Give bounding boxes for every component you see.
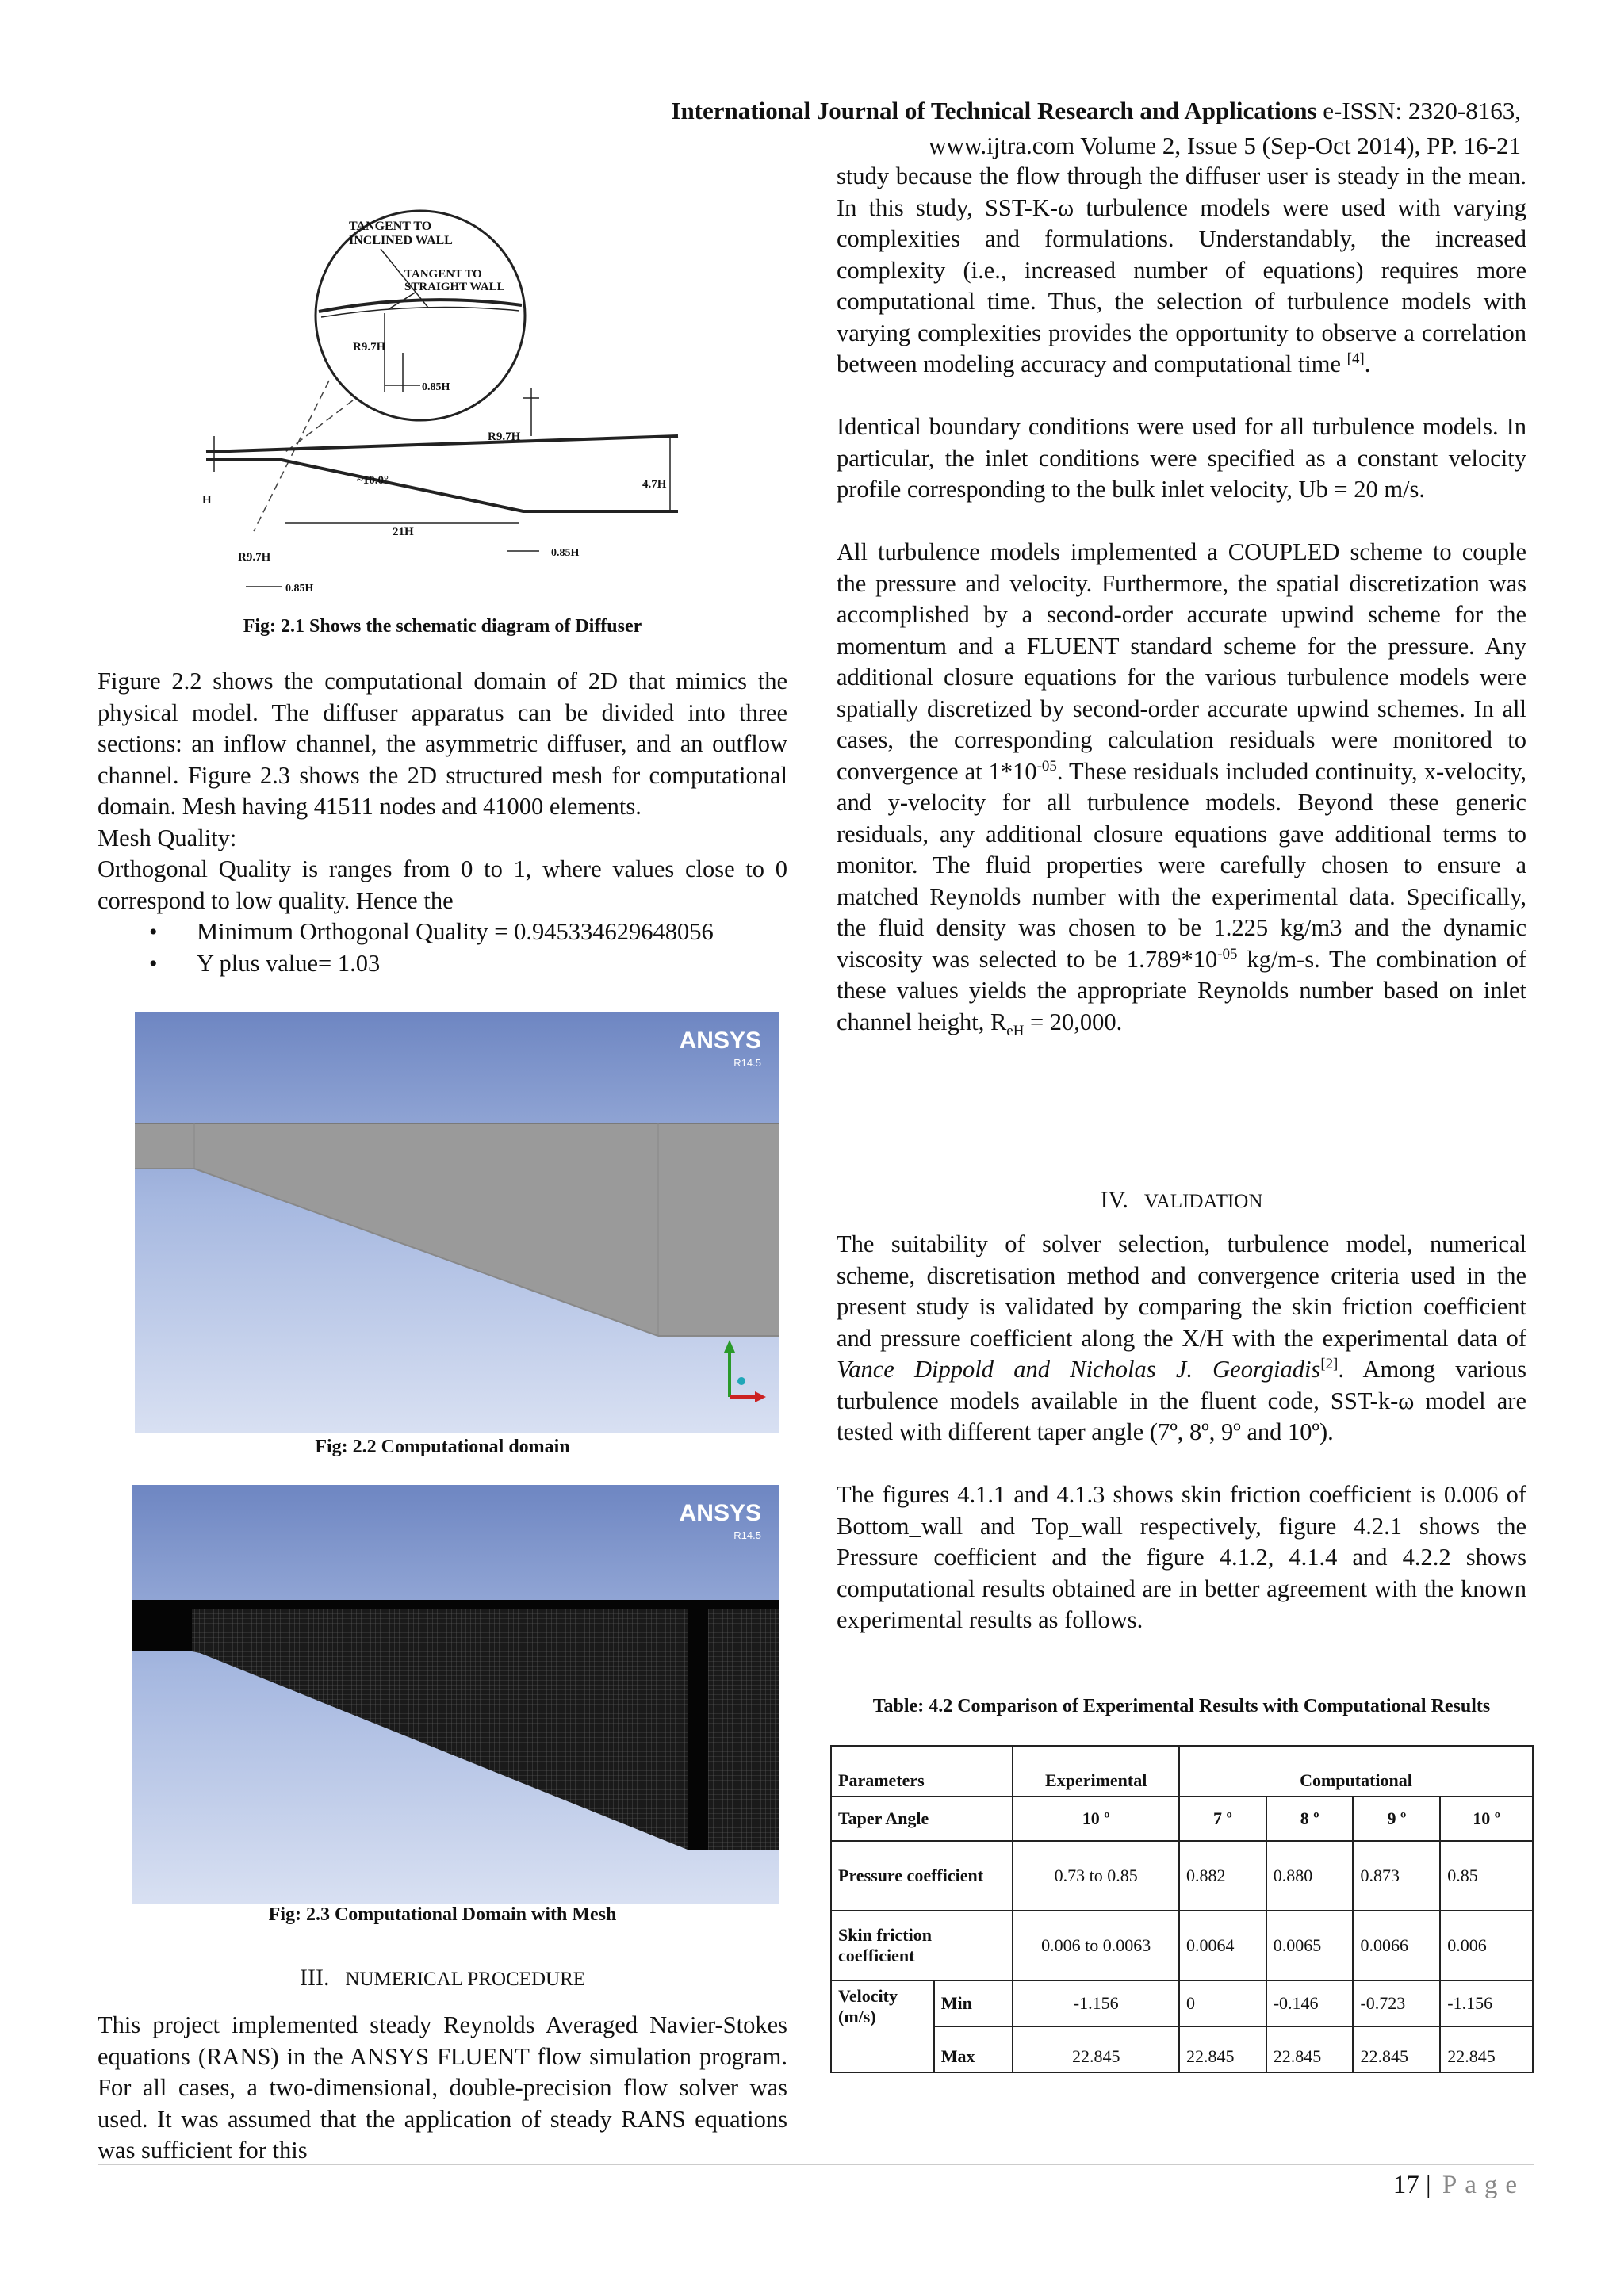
ansys-logo-text: ANSYS [679,1027,761,1054]
table-row [831,2026,1533,2072]
max-10: 22.845 [1440,2026,1533,2072]
mesh-bullets [98,916,787,979]
ansys-logo-text-2: ANSYS [679,1500,761,1526]
right-para-3-b: . These residuals included continuity, x-velocity, and y-velocity for all turbulence models. Beyond these generic residuals, any additional closure equations gave additional terms to monitor. The fluid properties were carefully chosen to ensure a matched Reynolds number with the experimental data. Specifically, the fluid density was chosen to be 1.225 kg/m3 and the dynamic viscosity was selected to be 1.789*10 [837,757,1526,973]
skin-7: 0.0064 [1179,1911,1266,1980]
fig22-caption: Fig: 2.2 Computational domain [315,1437,570,1457]
max-exp: 22.845 [1013,2026,1179,2072]
right-column [837,161,1526,1038]
label-tangent-inclined-1: TANGENT TO [349,220,432,233]
taper-10: 10 º [1440,1797,1533,1841]
ansys-logo-2 [680,1502,761,1547]
section-3-heading [98,1965,787,1992]
ansys-version: R14.5 [733,1057,761,1069]
min-exp: -1.156 [1013,1980,1179,2026]
skin-9: 0.0066 [1353,1911,1440,1980]
min-9: -0.723 [1353,1980,1440,2026]
mesh-shape [132,1485,779,1904]
label-085h-detail: 0.85H [422,381,450,393]
left-para-2: Orthogonal Quality is ranges from 0 to 1, where values close to 0 correspond to low quality. Hence the [98,855,787,914]
fig23-caption: Fig: 2.3 Computational Domain with Mesh [268,1904,617,1925]
taper-8: 8 º [1266,1797,1354,1841]
label-tangent-inclined-2: INCLINED WALL [349,234,453,247]
computational-domain-image [135,1012,779,1433]
pressure-8: 0.880 [1266,1841,1354,1911]
label-angle: ~10.0° [357,474,389,487]
max-8: 22.845 [1266,2026,1354,2072]
table-caption: Table: 4.2 Comparison of Experimental Results with Computational Results [872,1696,1491,1716]
taper-9: 9 º [1353,1797,1440,1841]
min-label: Min [934,1980,1013,2026]
footer-divider [98,2164,1534,2165]
label-47h: 4.7H [642,478,667,491]
page-number: 17 [1392,2171,1419,2199]
right-para-3-d: = 20,000. [1024,1008,1123,1035]
exponent-1: -05 [1036,757,1057,775]
diffuser-schematic [190,198,706,603]
skin-friction-label: Skin friction coefficient [831,1911,1013,1980]
ref-4: [4] [1346,350,1365,367]
computational-mesh-image [132,1485,779,1904]
left-column-lower [98,2010,787,2167]
min-8: -0.146 [1266,1980,1354,2026]
table-row [831,1911,1533,1980]
ansys-version-2: R14.5 [733,1529,761,1541]
header-computational: Computational [1179,1746,1533,1797]
header-parameters: Parameters [831,1746,1013,1797]
bullet-orthogonal: • Minimum Orthogonal Quality = 0.945334629648056 [197,916,787,948]
velocity-label: Velocity (m/s) [831,1980,934,2072]
section-4-heading [837,1187,1526,1214]
label-tangent-straight-1: TANGENT TO [404,268,482,281]
journal-title: International Journal of Technical Research and Applications [671,97,1317,124]
right-para-4-a: The suitability of solver selection, turbulence model, numerical scheme, discretisation method and convergence criteria used in the present study is validated by comparing the skin friction coefficient and pressure coefficient along the X/H with the experimental data of [837,1230,1526,1352]
taper-angle-label: Taper Angle [831,1797,1013,1841]
pressure-7: 0.882 [1179,1841,1266,1911]
table-row [831,1841,1533,1911]
page-word: Page [1442,2171,1525,2199]
label-r97h-top: R9.7H [488,430,521,443]
left-column-upper [98,666,787,979]
page-separator: | [1425,2171,1431,2199]
right-para-4-b: . Among various turbulence models available in the fluent code, SST-k-ω model are tested with different taper angle (7º, 8º, 9º and 10º). [837,1356,1526,1445]
mesh-quality-label: Mesh Quality: [98,824,237,851]
table-row [831,1980,1533,2026]
max-label: Max [934,2026,1013,2072]
right-para-1-text: study because the flow through the diffuser user is steady in the mean. In this study, SST-K-ω turbulence models were used with varying complexities and formulations. Understandably, the increased complexity (i.e., increased number of equations) requires more computational time. Thus, the selection of turbulence models with varying complexities provides the opportunity to observe a correlation between modeling accuracy and computational time [837,163,1526,377]
max-7: 22.845 [1179,2026,1266,2072]
table-row [831,1797,1533,1841]
pressure-9: 0.873 [1353,1841,1440,1911]
section-3-number: III. [299,1965,330,1991]
section-4-title: VALIDATION [1143,1191,1263,1212]
left-para-3: This project implemented steady Reynolds Averaged Navier-Stokes equations (RANS) in the ANSYS FLUENT flow simulation program. For all cases, a two-dimensional, double-precision flow solver was used. It was assumed that the application of steady RANS equations was sufficient for this [98,2011,787,2164]
right-para-4 [837,1229,1526,1448]
label-085h-bottom: 0.85H [285,583,314,595]
pressure-exp: 0.73 to 0.85 [1013,1841,1179,1911]
label-r97h-bottom: R9.7H [238,551,271,564]
pressure-label: Pressure coefficient [831,1841,1013,1911]
min-7: 0 [1179,1980,1266,2026]
fig21-caption: Fig: 2.1 Shows the schematic diagram of Diffuser [243,616,642,637]
right-para-3-c: kg/m-s. The combination of these values yields the appropriate Reynolds number based on inlet channel height, R [837,945,1527,1035]
domain-shape [135,1012,779,1433]
max-9: 22.845 [1353,2026,1440,2072]
label-085h-right: 0.85H [551,547,580,559]
section-3-title: NUMERICAL PROCEDURE [345,1969,586,1990]
right-column-lower [837,1229,1526,1636]
ref-2: [2] [1320,1355,1339,1372]
page-footer [1393,2171,1525,2200]
min-10: -1.156 [1440,1980,1533,2026]
taper-7: 7 º [1179,1797,1266,1841]
section-4-number: IV. [1100,1187,1128,1213]
left-para-1: Figure 2.2 shows the computational domain of 2D that mimics the physical model. The diffuser apparatus can be divided into three sections: an inflow channel, the asymmetric diffuser, and an outflow channel. Figure 2.3 shows the 2D structured mesh for computational domain. Mesh having 41511 nodes and 41000 elements. [98,668,787,820]
journal-volume: www.ijtra.com Volume 2, Issue 5 (Sep-Oct 2014), PP. 16-21 [929,132,1521,159]
cited-authors: Vance Dippold and Nicholas J. Georgiadis [837,1356,1321,1383]
results-table [830,1745,1534,2073]
pressure-10: 0.85 [1440,1841,1533,1911]
right-para-2: Identical boundary conditions were used for all turbulence models. In particular, the inlet conditions were specified as a constant velocity profile corresponding to the bulk inlet velocity, Ub = 20 m/s. [837,413,1526,503]
journal-header [671,97,1521,125]
right-para-3-a: All turbulence models implemented a COUPLED scheme to couple the pressure and velocity. Furthermore, the spatial discretization was accomplished by a second-order accurate upwind scheme for the momentum and a FLUENT standard scheme for the pressure. Any additional closure equations for the various turbulence models were spatially discretized by second-order accurate upwind schemes. In all cases, the corresponding calculation residuals were monitored to convergence at 1*10 [837,538,1526,785]
label-h: H [202,494,212,507]
journal-issn: e-ISSN: 2320-8163, [1323,97,1521,124]
axis-triad-icon [722,1334,769,1405]
reynolds-subscript: eH [1006,1022,1025,1039]
right-para-3 [837,537,1526,1038]
label-r97h-detail: R9.7H [353,341,386,354]
skin-exp: 0.006 to 0.0063 [1013,1911,1179,1980]
table-row [831,1746,1533,1797]
skin-10: 0.006 [1440,1911,1533,1980]
ansys-logo [679,1027,761,1074]
right-para-5: The figures 4.1.1 and 4.1.3 shows skin friction coefficient is 0.006 of Bottom_wall and Top_wall respectively, figure 4.2.1 shows the Pressure coefficient and the figure 4.1.2, 4.1.4 and 4.2.2 shows computational results obtained are in better agreement with the known experimental results as follows. [837,1481,1526,1633]
taper-exp: 10 º [1013,1797,1179,1841]
right-para-1: study because the flow through the diffuser user is steady in the mean. In this study, SST-K-ω turbulence models were used with varying complexities and formulations. Understandably, the increased complexity (i.e., increased number of equations) requires more computational time. Thus, the selection of turbulence models with varying complexities provides the opportunity to observe a correlation between modeling accuracy and computational time [4]. [837,163,1526,377]
label-21h: 21H [393,526,414,538]
exponent-2: -05 [1217,945,1238,962]
header-experimental: Experimental [1013,1746,1179,1797]
skin-8: 0.0065 [1266,1911,1354,1980]
label-tangent-straight-2: STRAIGHT WALL [404,281,505,293]
bullet-yplus: • Y plus value= 1.03 [197,948,787,980]
